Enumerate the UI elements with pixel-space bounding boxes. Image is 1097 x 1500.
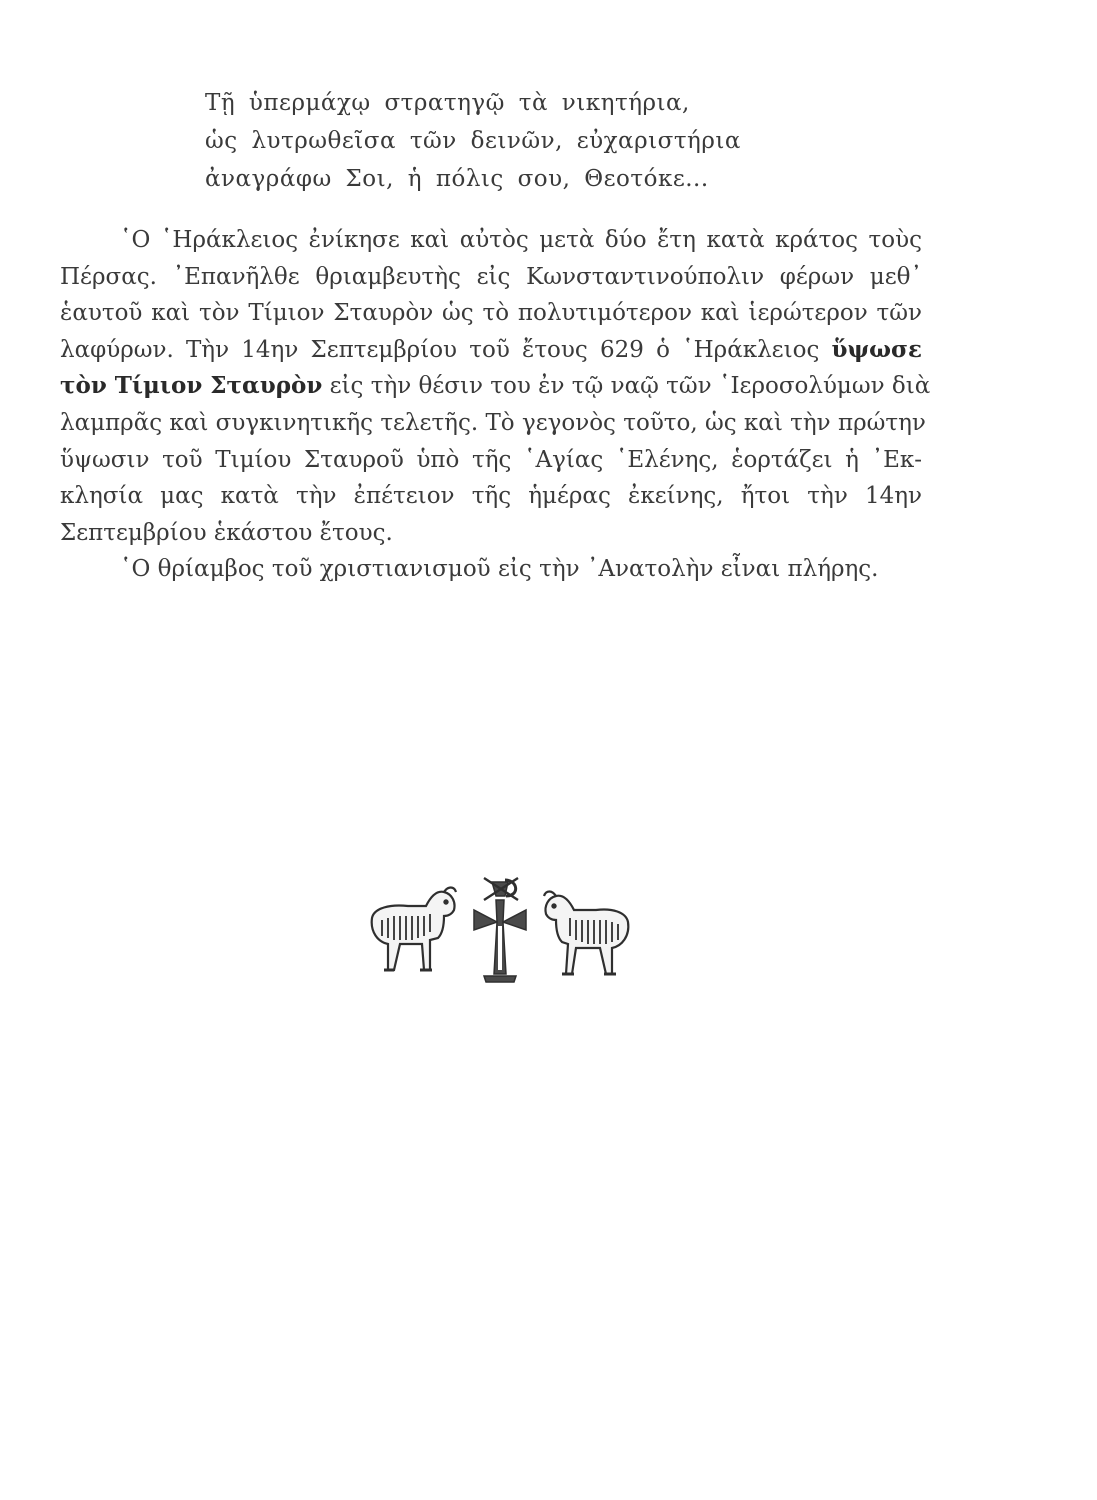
paragraph-line: Σεπτεμβρίου ἑκάστου ἔτους. [60, 519, 393, 546]
bold-phrase: ὕψωσε [831, 335, 922, 363]
paragraph-line: ῾Ο θρίαμβος τοῦ χριστιανισμοῦ εἰς τὴν ᾿Ανατολὴν εἶναι πλήρης. [120, 556, 879, 583]
chi-rho-cross-icon [474, 878, 526, 982]
paragraph-line: ῾Ο ῾Ηράκλειος ἐνίκησε καὶ αὐτὸς μετὰ δύο ἔτη κατὰ κράτος τοὺς [120, 227, 922, 253]
left-lamb-icon [372, 888, 456, 971]
body-text [60, 222, 931, 588]
paragraph-text: λαφύρων. Τὴν 14ην Σεπτεμβρίου τοῦ ἔτους 629 ὁ ῾Ηράκλειος [60, 336, 820, 363]
verse-line: Τῇ ὑπερμάχῳ στρατηγῷ τὰ νικητήρια, [205, 90, 690, 116]
verse-line: ἀναγράφω Σοι, ἡ πόλις σου, Θεοτόκε... [205, 166, 709, 192]
paragraph-line: κλησία μας κατὰ τὴν ἐπέτειον τῆς ἡμέρας ἐκείνης, ἤτοι τὴν 14ην [60, 483, 922, 510]
hymn-verse [205, 84, 765, 198]
right-lamb-icon [544, 892, 628, 975]
paragraph-line: ὕψωσιν τοῦ Τιμίου Σταυροῦ ὑπὸ τῆς ῾Αγίας ῾Ελένης, ἑορτάζει ἡ ᾿Εκ- [60, 446, 922, 473]
paragraph-line: ἑαυτοῦ καὶ τὸν Τίμιον Σταυρὸν ὡς τὸ πολυτιμότερον καὶ ἱερώτερον τῶν [60, 300, 922, 327]
bold-phrase: τὸν Τίμιον Σταυρὸν [60, 372, 323, 400]
paragraph-text: εἰς τὴν θέσιν του ἐν τῷ ναῷ τῶν ῾Ιεροσολύμων διὰ [329, 373, 931, 400]
paragraph-line [60, 332, 922, 369]
verse-line: ὡς λυτρωθεῖσα τῶν δεινῶν, εὐχαριστήρια [205, 128, 741, 154]
paragraph-line: Πέρσας. ᾿Επανῆλθε θριαμβευτὴς εἰς Κωνσταντινούπολιν φέρων μεθ᾿ [60, 263, 922, 290]
paragraph-line: λαμπρᾶς καὶ συγκινητικῆς τελετῆς. Τὸ γεγονὸς τοῦτο, ὡς καὶ τὴν πρώτην [60, 409, 926, 436]
paragraph-line [60, 368, 931, 405]
lambs-and-cross-ornament [360, 870, 640, 990]
